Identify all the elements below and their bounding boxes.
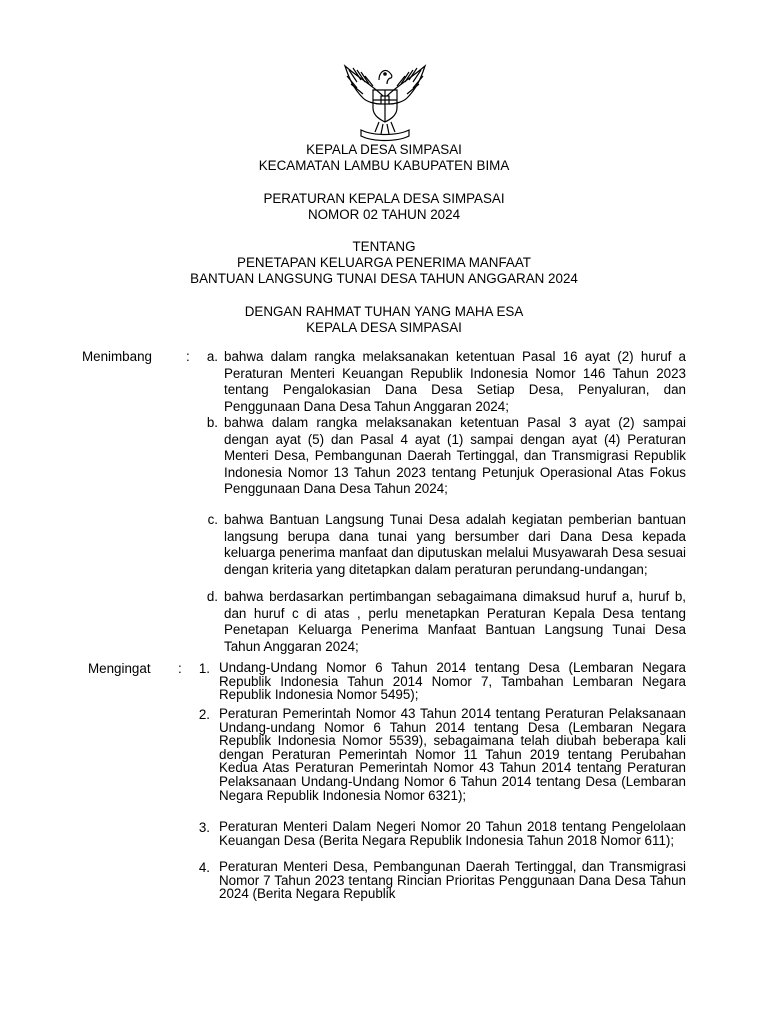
mengingat-marker-1: 1. [198, 661, 210, 676]
mengingat-marker-4: 4. [198, 860, 210, 875]
subject-line-3: BANTUAN LANGSUNG TUNAI DESA TAHUN ANGGARAN 2024 [190, 271, 578, 286]
header-line-2: KECAMATAN LAMBU KABUPATEN BIMA [258, 158, 510, 173]
menimbang-item-c: bahwa Bantuan Langsung Tunai Desa adalah kegiatan pemberian bantuan langsung berupa dana tunai yang bersumber dari Dana Desa kepada keluarga penerima manfaat dan diputuskan melalui Musyawarah Desa sesuai dengan kriteria yang ditetapkan dalam peraturan perundang-undangan; [224, 512, 686, 577]
menimbang-item-d: bahwa berdasarkan pertimbangan sebagaimana dimaksud huruf a, huruf b, dan huruf c di atas , perlu menetapkan Peraturan Kepala Desa tentang Penetapan Keluarga Penerima Manfaat Bantuan Langsung Tunai Desa Tahun Anggaran 2024; [224, 589, 686, 654]
menimbang-colon: : [186, 349, 190, 364]
header-block [0, 142, 768, 174]
menimbang-item-b: bahwa dalam rangka melaksanakan ketentuan Pasal 3 ayat (2) sampai dengan ayat (5) dan Pasal 4 ayat (1) sampai dengan ayat (4) Peraturan Menteri Desa, Pembangunan Daerah Tertinggal, dan Transmigrasi Republik Indonesia Nomor 13 Tahun 2023 tentang Petunjuk Operasional Atas Fokus Penggunaan Dana Desa Tahun 2024; [224, 415, 686, 496]
menimbang-marker-c: c. [207, 512, 218, 527]
garuda-emblem-icon [339, 56, 431, 142]
menimbang-marker-b: b. [206, 415, 218, 430]
regulation-line-2: NOMOR 02 TAHUN 2024 [307, 207, 461, 222]
subject-line-1: TENTANG [352, 239, 416, 254]
mengingat-item-4: Peraturan Menteri Desa, Pembangunan Daerah Tertinggal, dan Transmigrasi Nomor 7 Tahun 2023 tentang Rincian Prioritas Penggunaan Dana Desa Tahun 2024 (Berita Negara Republik [219, 859, 686, 902]
mengingat-item-3: Peraturan Menteri Dalam Negeri Nomor 20 Tahun 2018 tentang Pengelolaan Keuangan Desa (Berita Negara Republik Indonesia Tahun 2018 Nomor 611); [219, 819, 686, 848]
mengingat-marker-3: 3. [198, 820, 210, 835]
menimbang-item-a: bahwa dalam rangka melaksanakan ketentuan Pasal 16 ayat (2) huruf a Peraturan Menteri Keuangan Republik Indonesia Nomor 146 Tahun 2023 tentang Pengalokasian Dana Desa Setiap Desa, Penyaluran, dan Penggunaan Dana Desa Tahun Anggaran 2024; [224, 349, 686, 414]
preamble-line-2: KEPALA DESA SIMPASAI [306, 320, 462, 335]
preamble-line-1: DENGAN RAHMAT TUHAN YANG MAHA ESA [244, 304, 524, 319]
menimbang-label: Menimbang [82, 349, 152, 364]
subject-line-2: PENETAPAN KELUARGA PENERIMA MANFAAT [237, 255, 531, 270]
subject-block [0, 239, 768, 287]
mengingat-colon: : [178, 661, 182, 676]
header-line-1: KEPALA DESA SIMPASAI [306, 142, 462, 157]
regulation-line-1: PERATURAN KEPALA DESA SIMPASAI [263, 191, 505, 206]
menimbang-marker-d: d. [206, 589, 218, 604]
mengingat-item-1: Undang-Undang Nomor 6 Tahun 2014 tentang Desa (Lembaran Negara Republik Indonesia Tahun 2014 Nomor 7, Tambahan Lembaran Negara Republik Indonesia Nomor 5495); [219, 660, 686, 703]
regulation-block [0, 191, 768, 223]
mengingat-marker-2: 2. [198, 707, 210, 722]
menimbang-marker-a: a. [206, 349, 218, 364]
preamble-block [0, 304, 768, 336]
mengingat-label: Mengingat [88, 661, 151, 676]
mengingat-item-2: Peraturan Pemerintah Nomor 43 Tahun 2014 tentang Peraturan Pelaksanaan Undang-undang Nomor 6 Tahun 2014 tentang Desa (Lembaran Negara Republik Indonesia Nomor 5539), sebagaimana telah diubah beberapa kali dengan Peraturan Pemerintah Nomor 11 Tahun 2019 tentang Perubahan Kedua Atas Peraturan Pemerintah Nomor 43 Tahun 2014 tentang Peraturan Pelaksanaan Undang-Undang Nomor 6 Tahun 2014 tentang Desa (Lembaran Negara Republik Indonesia Nomor 6321); [219, 706, 686, 803]
